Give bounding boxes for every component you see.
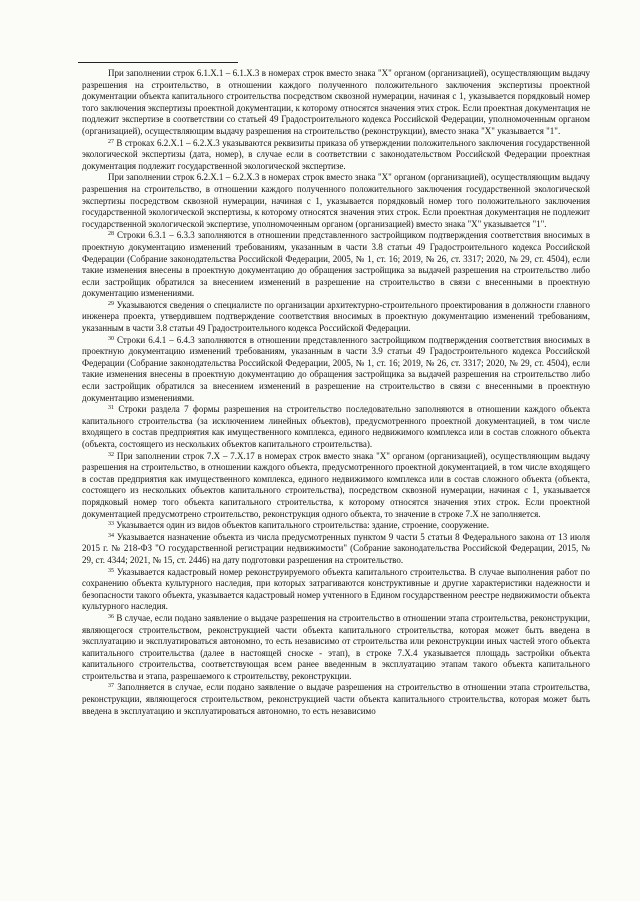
paragraph-text: Заполняется в случае, если подано заявление о выдаче разрешения на строительство в отношении этапа строительства, реконструкции, являющегося строительством, реконструкцией части объекта капитального строительства, которая может быть введена в эксплуатацию и эксплуатироваться автономно, то есть независимо bbox=[82, 682, 590, 716]
paragraph-text: В строках 6.2.Х.1 – 6.2.Х.3 указываются реквизиты приказа об утверждении положительного заключения государственной экологической экспертизы (дата, номер), в случае если в соответствии с законодательством Российской Федерации проектная документация подлежит государственной экологической экспертизе. bbox=[82, 137, 590, 171]
footnotes-text bbox=[82, 68, 590, 717]
paragraph-text: Строки раздела 7 формы разрешения на строительство последовательно заполняются в отношении каждого объекта капитального строительства (за исключением линейных объектов), предусмотренного проектной документацией, в том числе входящего в состав предприятия как имущественного комплекса, единого недвижимого комплекса или в состав сложного объекта (объекта, состоящего из нескольких объектов капитального строительства). bbox=[82, 404, 590, 449]
paragraph bbox=[82, 451, 590, 521]
footnote-number: 36 bbox=[108, 613, 114, 620]
footnote-number: 33 bbox=[108, 521, 114, 528]
footnote-number: 32 bbox=[108, 451, 114, 458]
paragraph bbox=[82, 68, 590, 138]
paragraph-text: Строки 6.3.1 – 6.3.3 заполняются в отношении представленного застройщиком подтверждения соответствия вносимых в проектную документацию изменений требованиям, указанным в части 3.8 статьи 49 Градостроительного кодекса Российской Федерации (Собрание законодательства Российской Федерации, 2005, № 1, ст. 16; 2019, № 26, ст. 3317; 2020, № 29, ст. 4504), если такие изменения внесены в проектную документацию до обращения застройщика за выдачей разрешения на строительство либо если застройщик обратился за внесением изменений в разрешение на строительство в связи с внесенными в проектную документацию изменениями. bbox=[82, 230, 590, 299]
paragraph bbox=[82, 613, 590, 683]
footnote-separator bbox=[78, 62, 238, 63]
paragraph bbox=[82, 138, 590, 173]
paragraph bbox=[82, 532, 590, 567]
paragraph bbox=[82, 520, 590, 532]
paragraph-text: При заполнении строк 6.1.Х.1 – 6.1.Х.3 в номерах строк вместо знака "Х" органом (организацией), осуществляющим выдачу разрешения на строительство, в отношении каждого полученного положительного заключения экспертизы проектной документации объекта капитального строительства посредством сквозной нумерации, начиная с 1, указывается порядковый номер того заключения экспертизы проектной документации, к которому относятся значения этих строк. Если проектная документация не подлежит экспертизе в соответствии со статьей 49 Градостроительного кодекса Российской Федерации, уполномоченным органом (организацией), осуществляющим выдачу разрешения на строительство (реконструкции), вместо знака "Х" указывается "1". bbox=[82, 68, 590, 136]
paragraph bbox=[82, 682, 590, 717]
footnote-number: 31 bbox=[108, 405, 114, 412]
paragraph bbox=[82, 300, 590, 335]
paragraph-text: Указывается назначение объекта из числа предусмотренных пунктом 9 части 5 статьи 8 Федерального закона от 13 июля 2015 г. № 218-ФЗ "О государственной регистрации недвижимости" (Собрание законодательства Российской Федерации, 2015, № 29, ст. 4344; 2021, № 15, ст. 2446) на дату подготовки разрешения на строительство. bbox=[82, 531, 590, 565]
paragraph bbox=[82, 335, 590, 405]
paragraph-text: Указывается кадастровый номер реконструируемого объекта капитального строительства. В случае выполнения работ по сохранению объекта культурного наследия, при которых затрагиваются конструктивные и другие характеристики надежности и безопасности такого объекта, указывается кадастровый номер учтенного в Едином государственном реестре недвижимости объекта культурного наследия. bbox=[82, 566, 590, 612]
footnote-number: 29 bbox=[108, 300, 114, 307]
footnote-number: 30 bbox=[108, 335, 114, 342]
footnote-number: 35 bbox=[108, 567, 114, 574]
paragraph-text: Указывается один из видов объектов капитального строительства: здание, строение, сооружение. bbox=[114, 520, 490, 531]
paragraph bbox=[82, 567, 590, 613]
paragraph-text: Указываются сведения о специалисте по организации архитектурно-строительного проектирования в должности главного инженера проекта, утвердившем подтверждение соответствия вносимых в проектную документацию изменений требованиям, указанным в части 3.8 статьи 49 Градостроительного кодекса Российской Федерации. bbox=[82, 299, 590, 334]
paragraph-text: В случае, если подано заявление о выдаче разрешения на строительство в отношении этапа строительства, реконструкции, являющегося строительством, реконструкцией части объекта капитального строительства, которая может быть введена в эксплуатацию и эксплуатироваться автономно, то есть независимо от строительства или реконструкции иных частей этого объекта капитального строительства (далее в настоящей сноске - этап), в строке 7.Х.4 указывается площадь застройки объекта капитального строительства, соответствующая всем ранее введенным в эксплуатацию этапам такого объекта капитального строительства и этапа, разрешаемого к строительству, реконструкции. bbox=[82, 612, 590, 681]
footnote-number: 27 bbox=[108, 138, 114, 145]
footnote-number: 34 bbox=[108, 532, 114, 539]
footnote-number: 28 bbox=[108, 231, 114, 238]
paragraph bbox=[82, 172, 590, 230]
paragraph bbox=[82, 404, 590, 450]
paragraph-text: При заполнении строк 6.2.Х.1 – 6.2.Х.3 в номерах строк вместо знака "Х" органом (организацией), осуществляющим выдачу разрешения на строительство, в отношении каждого полученного положительного заключения государственной экологической экспертизы посредством сквозной нумерации, начиная с 1, указывается порядковый номер того положительного заключения государственной экологической экспертизы, к которому относятся значения этих строк. Если проектная документация не подлежит государственной экологической экспертизе, уполномоченным органом (организацией) вместо знака "Х" указывается "1". bbox=[82, 172, 590, 229]
paragraph bbox=[82, 230, 590, 300]
paragraph-text: При заполнении строк 7.Х – 7.Х.17 в номерах строк вместо знака "Х" органом (организацией), осуществляющим выдачу разрешения на строительство, в отношении каждого объекта, предусмотренного проектной документацией, в том числе входящего в состав предприятия как имущественного комплекса, единого недвижимого комплекса или в состав сложного объекта (объекта, состоящего из нескольких объектов капитального строительства), посредством сквозной нумерации, начиная с 1, указывается порядковый номер того объекта капитального строительства, к которому относятся значения этих строк. Если проектной документацией предусмотрено строительство, реконструкция одного объекта, то значение в строке 7.Х не заполняется. bbox=[82, 450, 590, 519]
footnote-number: 37 bbox=[108, 683, 114, 690]
paragraph-text: Строки 6.4.1 – 6.4.3 заполняются в отношении представленного застройщиком подтверждения соответствия вносимых в проектную документацию изменений требованиям, указанным в части 3.9 статьи 49 Градостроительного кодекса Российской Федерации (Собрание законодательства Российской Федерации, 2005, № 1, ст. 16; 2019, № 26, ст. 3317; 2020, № 29, ст. 4504), если такие изменения внесены в проектную документацию до обращения застройщика за выдачей разрешения на строительство либо если застройщик обратился за внесением изменений в разрешение на строительство в связи с внесенными в проектную документацию изменениями. bbox=[82, 334, 590, 403]
